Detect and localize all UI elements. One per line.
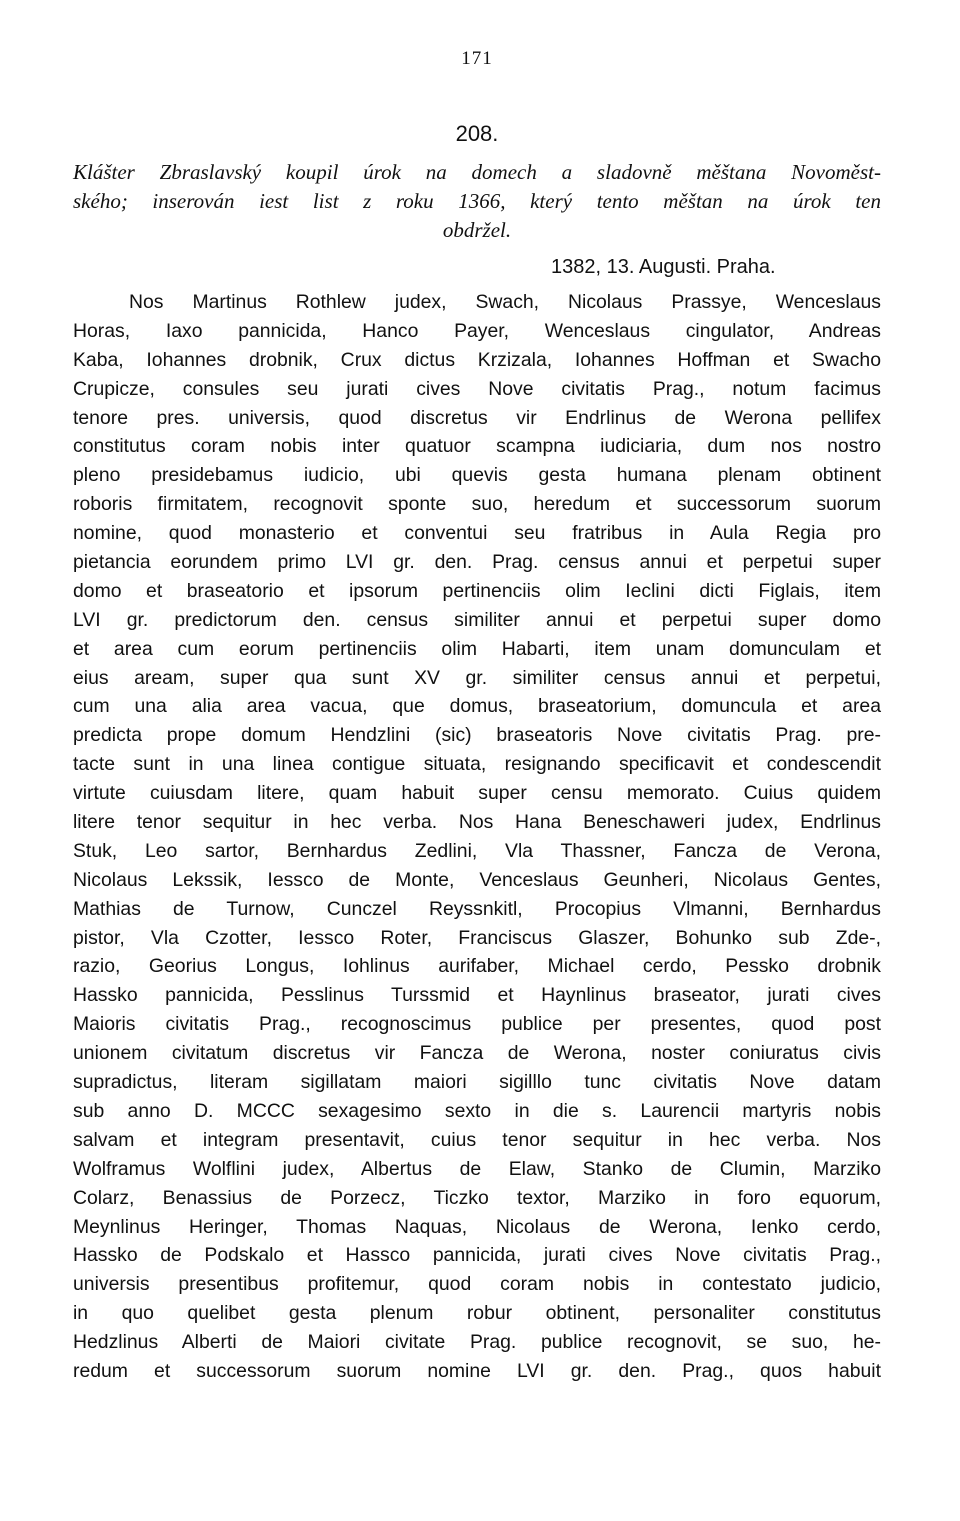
body-line: redum et successorum suorum nomine LVI gr. den. Prag., quos habuit [73,1359,881,1382]
body-line: in quo quelibet gesta plenum robur obtinent, personaliter constitutus [73,1302,881,1325]
body-line: Mathias de Turnow, Cunczel Reyssnkitl, Procopius Vlmanni, Bernhardus [73,897,881,920]
body-line: virtute cuiusdam litere, quam habuit super censu memorato. Cuius quidem [73,782,881,805]
body-line: et area cum eorum pertinenciis olim Habarti, item unam domunculam et [73,637,881,660]
body-line: tenore pres. universis, quod discretus vir Endrlinus de Werona pellifex [73,406,881,429]
body-line: unionem civitatum discretus vir Fancza de Werona, noster coniuratus civis [73,1042,881,1065]
body-line: Stuk, Leo sartor, Bernhardus Zedlini, Vla Thassner, Fancza de Verona, [73,839,881,862]
body-text [73,288,881,1386]
body-line: Kaba, Iohannes drobnik, Crux dictus Krzizala, Iohannes Hoffman et Swacho [73,348,881,371]
body-line: roboris firmitatem, recognovit sponte suo, heredum et successorum suorum [73,493,881,516]
body-line: predicta prope domum Hendzlini (sic) braseatoris Nove civitatis Prag. pre- [73,724,881,747]
body-line: pleno presidebamus iudicio, ubi quevis gesta humana plenam obtinent [73,464,881,487]
document-summary [73,158,881,245]
date-line: 1382, 13. Augusti. Praha. [551,256,776,278]
body-line: universis presentibus profitemur, quod coram nobis in contestato judicio, [73,1273,881,1296]
body-line: pistor, Vla Czotter, Iessco Roter, Franciscus Glaszer, Bohunko sub Zde-, [73,926,881,949]
body-line: supradictus, literam sigillatam maiori sigilllo tunc civitatis Nove datam [73,1071,881,1094]
body-line: salvam et integram presentavit, cuius tenor sequitur in hec verba. Nos [73,1128,881,1151]
body-line: litere tenor sequitur in hec verba. Nos Hana Beneschawerі judex, Endrlinus [73,811,881,834]
body-line: Meynlinus Heringer, Thomas Naquas, Nicolaus de Werona, Ienko cerdo, [73,1215,881,1238]
body-line: Colarz, Benassius de Porzecz, Ticzko textor, Marziko in foro equorum, [73,1186,881,1209]
body-line: Crupicze, consules seu jurati cives Nove civitatis Prag., notum facimus [73,377,881,400]
body-line: Hassko pannicida, Pesslinus Turssmid et Haynlinus braseator, jurati cives [73,984,881,1007]
summary-last-line: obdržel. [442,217,512,242]
body-line: Hassko de Podskalo et Hassco pannicida, jurati cives Nove civitatis Prag., [73,1244,881,1267]
body-line: Nos Martinus Rothlew judex, Swach, Nicolaus Prassye, Wenceslaus [129,291,881,313]
body-line: LVI gr. predictorum den. census similiter annui et perpetui super domo [73,608,881,631]
summary-line: Klášter Zbraslavský koupil úrok na domech a sladovně měštana Novoměst- [73,160,881,184]
body-line: domo et braseatorio et ipsorum pertinenciis olim Ieclini dicti Figlais, item [73,579,881,602]
body-line: constitutus coram nobis inter quatuor scampna iudiciaria, dum nos nostro [73,435,881,458]
body-line: tacte sunt in una linea contigue situata, resignando specificavit et condescendit [73,753,881,776]
body-line: Wolframus Wolflini judex, Albertus de Elaw, Stanko de Clumin, Marziko [73,1157,881,1180]
page-number: 171 [461,48,493,69]
body-line: sub anno D. MCCC sexagesimo sexto in die s. Laurencii martyris nobis [73,1099,881,1122]
body-line: pietancia eorundem primo LVI gr. den. Prag. census annui et perpetui super [73,551,881,574]
body-line: nomine, quod monasterio et conventui seu fratribus in Aula Regia pro [73,522,881,545]
body-line: razio, Georius Longus, Iohlinus aurifaber, Michael cerdo, Pessko drobnik [73,955,881,978]
summary-line: ského; inserován iest list z roku 1366, který tento měštan na úrok ten [73,188,881,213]
body-line: eius aream, super qua sunt XV gr. similiter census annui et perpetui, [73,666,881,689]
body-line: Nicolaus Lekssik, Iessco de Monte, Venceslaus Geunheri, Nicolaus Gentes, [73,868,881,891]
body-line: cum una alia area vacua, que domus, braseatorium, domuncula et area [73,695,881,718]
body-line: Horas, Iaxo pannicida, Hanco Payer, Wenceslaus cingulator, Andreas [73,319,881,342]
document-number: 208. [455,121,499,146]
body-line: Hedzlinus Alberti de Maiori civitate Prag. publice recognovit, se suo, he- [73,1331,881,1354]
body-line: Maioris civitatis Prag., recognoscimus publice per presentes, quod post [73,1013,881,1036]
